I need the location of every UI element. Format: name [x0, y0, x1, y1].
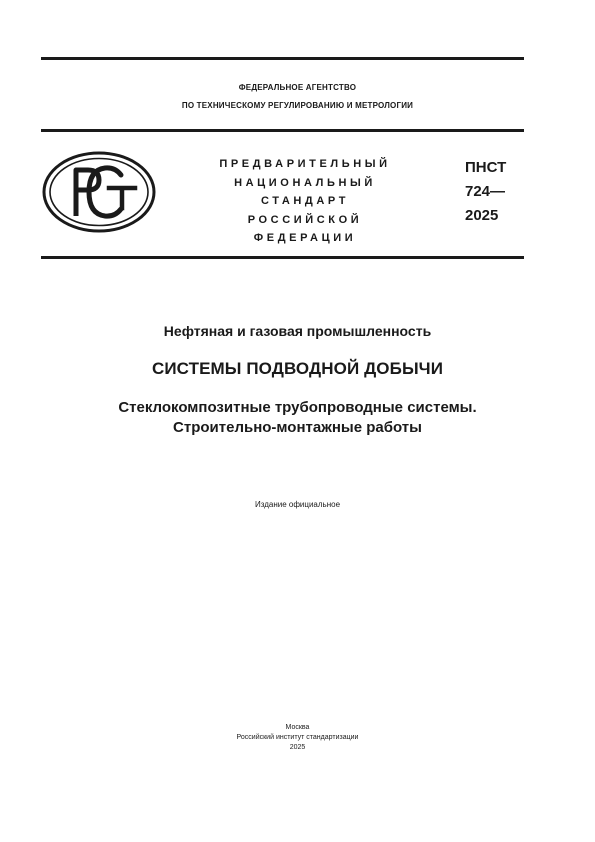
- title-subject-line1: Стеклокомпозитные трубопроводные системы.: [118, 399, 477, 416]
- agency-name-line1: ФЕДЕРАЛЬНОЕ АГЕНТСТВО: [238, 83, 357, 92]
- title-subject: [0, 398, 595, 438]
- standard-type-line: ФЕДЕРАЦИИ: [253, 232, 357, 244]
- rst-logo-icon: [41, 150, 157, 234]
- imprint-city: Москва: [285, 724, 310, 731]
- standard-type: [200, 155, 410, 248]
- title-industry: Нефтяная и газовая промышленность: [163, 323, 432, 339]
- top-rule: [41, 57, 524, 60]
- designation-number: 724—: [465, 183, 506, 200]
- imprint-year: 2025: [289, 744, 306, 751]
- designation-code: ПНСТ: [465, 159, 507, 176]
- standard-designation: [465, 156, 506, 228]
- imprint-publisher: Российский институт стандартизации: [236, 734, 359, 741]
- edition-label: Издание официальное: [254, 500, 341, 509]
- standard-type-line: НАЦИОНАЛЬНЫЙ: [234, 176, 376, 189]
- title-main: СИСТЕМЫ ПОДВОДНОЙ ДОБЫЧИ: [151, 359, 444, 378]
- imprint: [0, 723, 595, 753]
- agency-name-line2: ПО ТЕХНИЧЕСКОМУ РЕГУЛИРОВАНИЮ И МЕТРОЛОГИИ: [181, 101, 414, 110]
- standard-type-line: РОССИЙСКОЙ: [247, 213, 363, 226]
- standard-type-line: СТАНДАРТ: [260, 195, 350, 207]
- standard-type-line: ПРЕДВАРИТЕЛЬНЫЙ: [219, 158, 391, 170]
- designation-year: 2025: [465, 207, 499, 224]
- title-subject-line2: Строительно-монтажные работы: [173, 419, 422, 436]
- bottom-rule: [41, 256, 524, 259]
- middle-rule: [41, 129, 524, 132]
